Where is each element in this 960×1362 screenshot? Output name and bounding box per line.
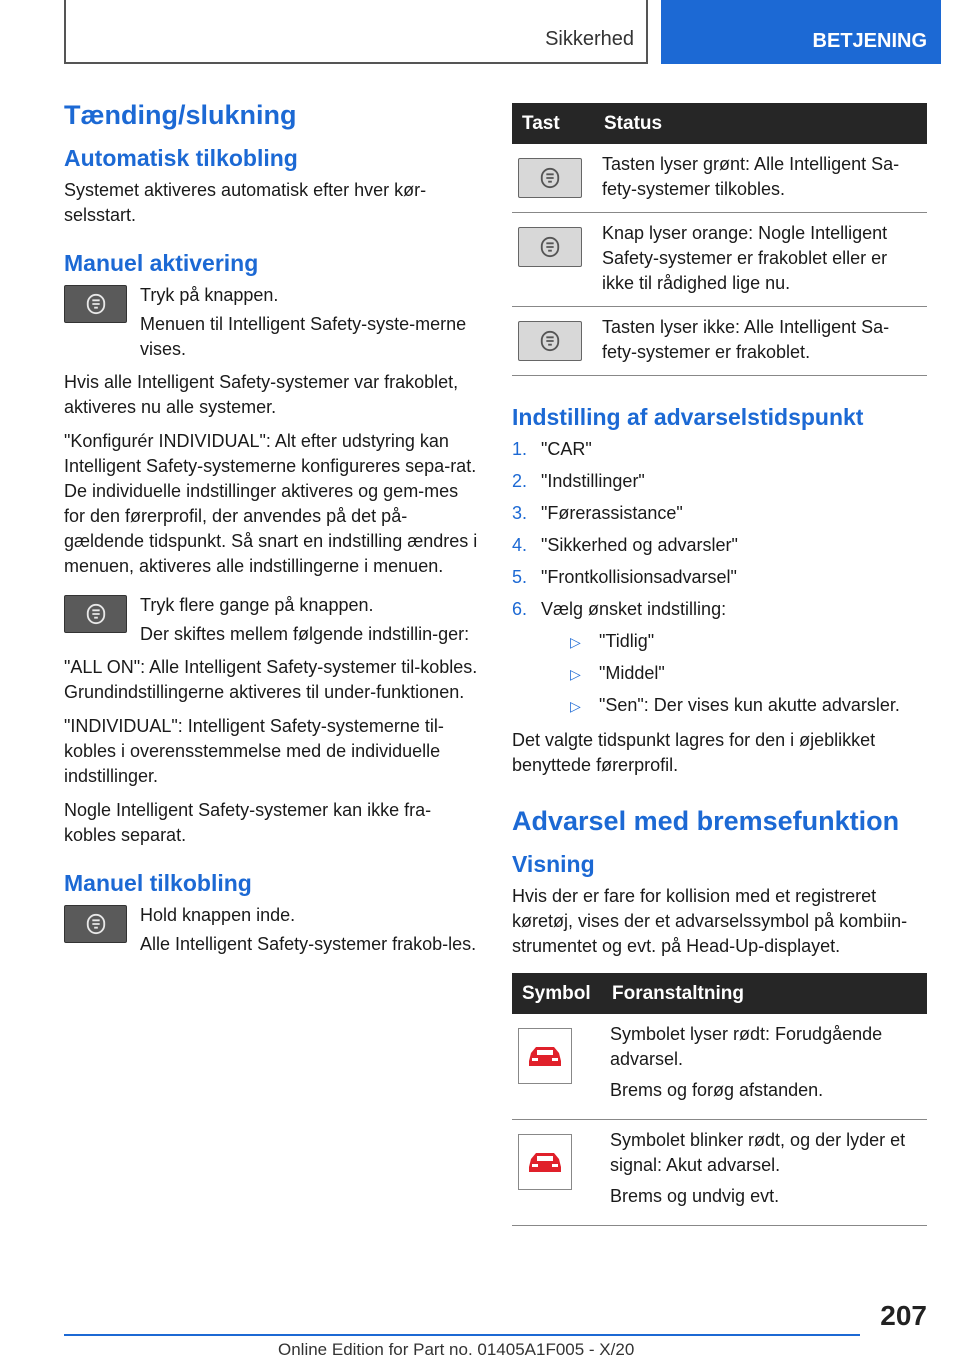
display-heading: Visning — [512, 851, 595, 877]
red-car-warning-icon — [518, 1134, 572, 1190]
header-section-box — [64, 0, 648, 64]
list-item: ▷ "Tidlig" — [570, 629, 927, 654]
header-chapter-tab[interactable]: BETJENING — [661, 0, 941, 64]
status-text: Knap lyser orange: Nogle Intelligent Safety-systemer er frakoblet eller er ikke til rådighed lige nu. — [594, 213, 927, 307]
table-header-symbol: Symbol — [512, 973, 602, 1014]
brake-warning-title: Advarsel med bremsefunktion — [512, 806, 900, 836]
triangle-bullet-icon: ▷ — [570, 698, 581, 714]
paragraph: Hvis alle Intelligent Safety-systemer var frakoblet, aktiveres nu alle systemer. — [64, 372, 459, 417]
table-row — [512, 213, 927, 307]
button-instruction-line: Der skiftes mellem følgende indstillin-ger: — [140, 624, 470, 644]
triangle-bullet-icon: ▷ — [570, 634, 581, 650]
status-text: Tasten lyser ikke: Alle Intelligent Sa-fety-systemer er frakoblet. — [594, 307, 927, 376]
paragraph: Hvis der er fare for kollision med et registreret køretøj, vises der et advarselssymbol på kombiin-strumentet og evt. på Head-Up-displayet. — [512, 886, 908, 956]
auto-activation-text: Systemet aktiveres automatisk efter hver kør-selsstart. — [64, 180, 427, 225]
right-column — [512, 103, 927, 1226]
list-item: ▷ "Middel" — [570, 661, 927, 686]
list-item: 3. "Førerassistance" — [512, 503, 683, 523]
safety-button-off-icon — [518, 321, 588, 361]
list-item: ▷ "Sen": Der vises kun akutte advarsler. — [570, 693, 927, 718]
page-title: Tænding/slukning — [64, 100, 297, 130]
safety-button-icon — [64, 905, 127, 943]
status-text: Tasten lyser grønt: Alle Intelligent Sa-fety-systemer tilkobles. — [594, 144, 927, 213]
header-section-title: Sikkerhed — [545, 28, 634, 50]
auto-activation-heading: Automatisk tilkobling — [64, 145, 298, 171]
button-instruction-hold — [64, 903, 479, 957]
list-item: 4. "Sikkerhed og advarsler" — [512, 535, 738, 555]
action-text: Brems og forøg afstanden. — [610, 1080, 824, 1100]
button-instruction-line: Hold knappen inde. — [140, 905, 296, 925]
footer-divider — [64, 1334, 860, 1336]
button-instruction-line: Alle Intelligent Safety-systemer frakob-les. — [140, 934, 477, 954]
paragraph: Nogle Intelligent Safety-systemer kan ikke fra-kobles separat. — [64, 800, 432, 845]
table-header-tast: Tast — [512, 103, 594, 144]
list-item: 6. Vælg ønsket indstilling: ▷ "Tidlig" ▷ "Middel" ▷ "Sen": Der vises kun akutte advarsler. — [512, 597, 927, 718]
footer-edition: Online Edition for Part no. 01405A1F005 - X/20 — [278, 1340, 635, 1359]
safety-button-icon — [64, 285, 127, 323]
table-header-status: Status — [594, 103, 927, 144]
safety-button-green-icon — [518, 158, 588, 198]
action-text: Brems og undvig evt. — [610, 1186, 780, 1206]
paragraph: "INDIVIDUAL": Intelligent Safety-systemerne til-kobles i overensstemmelse med de individuelle indstillinger. — [64, 716, 444, 786]
action-text: Symbolet blinker rødt, og der lyder et signal: Akut advarsel. — [610, 1130, 906, 1175]
button-instruction-line: Menuen til Intelligent Safety-syste-merne vises. — [140, 314, 467, 359]
left-column — [64, 100, 479, 965]
safety-button-icon — [64, 595, 127, 633]
safety-button-orange-icon — [518, 227, 588, 267]
table-row — [512, 144, 927, 213]
paragraph: "Konfigurér INDIVIDUAL": Alt efter udstyring kan Intelligent Safety-systemerne konfigureres sepa-rat. De individuelle indstillinger aktiveres og gem-mes for den førerprofil, der anvendes på det på-gældende tidspunkt. Så snart en indstilling ændres i menuen, aktiveres alle indstillingerne i menuen. — [64, 431, 478, 576]
paragraph: "ALL ON": Alle Intelligent Safety-systemer til-kobles. Grundindstillingerne aktiveres til under-funktionen. — [64, 657, 478, 702]
warning-time-heading: Indstilling af advarselstidspunkt — [512, 404, 864, 430]
list-item: 5. "Frontkollisionsadvarsel" — [512, 567, 737, 587]
button-instruction-line: Tryk på knappen. — [140, 285, 279, 305]
list-item: 2. "Indstillinger" — [512, 471, 645, 491]
symbol-table — [512, 973, 927, 1226]
red-car-warning-icon — [518, 1028, 572, 1084]
triangle-bullet-icon: ▷ — [570, 666, 581, 682]
table-row — [512, 307, 927, 376]
table-header-action: Foranstaltning — [602, 973, 927, 1014]
manual-activation-heading: Manuel aktivering — [64, 250, 259, 276]
table-row — [512, 1014, 927, 1120]
list-item: 1. "CAR" — [512, 439, 592, 459]
action-text: Symbolet lyser rødt: Forudgående advarsel. — [610, 1024, 883, 1069]
manual-deactivation-heading: Manuel tilkobling — [64, 870, 252, 896]
options-list — [541, 629, 927, 718]
table-row — [512, 1120, 927, 1226]
page-number: 207 — [880, 1300, 927, 1331]
paragraph: Det valgte tidspunkt lagres for den i øjeblikket benyttede førerprofil. — [512, 730, 876, 775]
button-instruction-repeat — [64, 593, 479, 647]
button-status-table — [512, 103, 927, 376]
button-instruction-press — [64, 283, 479, 362]
steps-list — [512, 437, 927, 718]
button-instruction-line: Tryk flere gange på knappen. — [140, 595, 374, 615]
